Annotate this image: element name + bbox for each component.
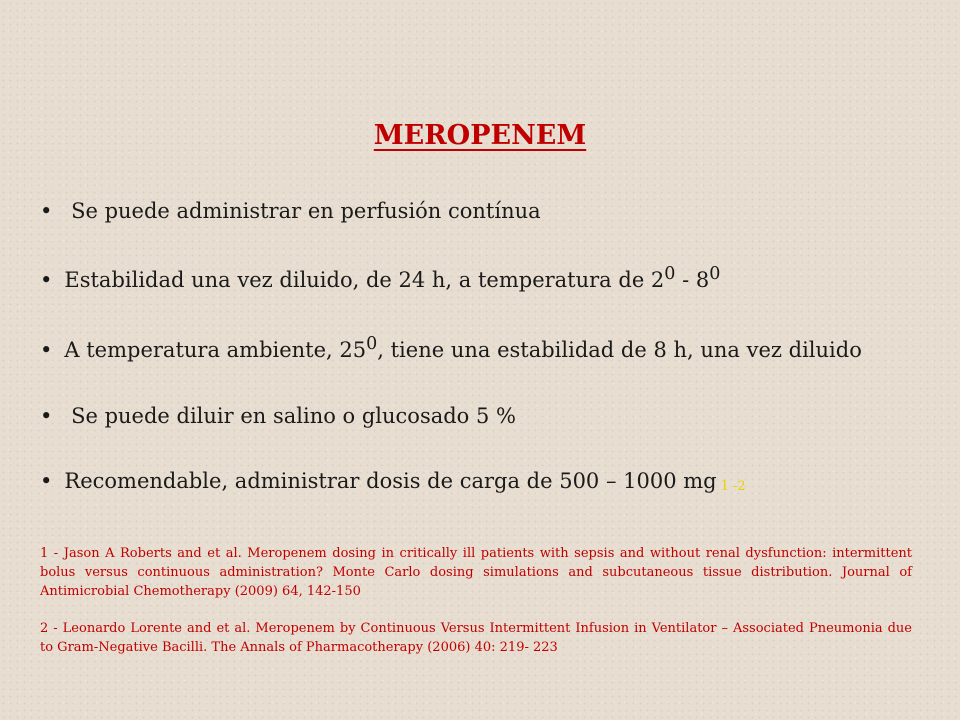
bullet-item (40, 401, 912, 431)
bullet-text: Recomendable, administrar dosis de carga de 500 – 1000 mg (64, 469, 717, 493)
bullet-text: , tiene una estabilidad de 8 h, una vez diluido (377, 338, 862, 362)
bullet-text: Se puede administrar en perfusión contínua (71, 199, 541, 223)
bullet-list (40, 196, 912, 538)
bullet-item (40, 329, 912, 365)
bullet-item (40, 259, 912, 295)
reference-marker: 1 -2 (720, 479, 746, 494)
slide-title (0, 120, 960, 151)
superscript: 0 (664, 264, 676, 284)
bullet-text: Estabilidad una vez diluido, de 24 h, a temperatura de 2 (64, 268, 665, 292)
references (40, 544, 912, 675)
bullet-item (40, 196, 912, 226)
bullet-text: Se puede diluir en salino o glucosado 5 % (71, 404, 516, 428)
bullet-item (40, 466, 912, 502)
slide-title-text: MEROPENEM (373, 120, 587, 151)
reference-item: 2 - Leonardo Lorente and et al. Meropenem by Continuous Versus Intermittent Infusion in Ventilator – Associated Pneumonia due to Gram-Negative Bacilli. The Annals of Pharmacotherapy (2006) 40: 219- 223 (40, 621, 912, 655)
reference-item: 1 - Jason A Roberts and et al. Meropenem dosing in critically ill patients with sepsis and without renal dysfunction: intermittent bolus versus continuous administration? Monte Carlo dosing simulations and subcutaneous tissue distribution. Journal of Antimicrobial Chemotherapy (2009) 64, 142-150 (40, 546, 912, 599)
superscript: 0 (366, 334, 378, 354)
superscript: 0 (709, 264, 721, 284)
bullet-text: A temperatura ambiente, 25 (64, 338, 367, 362)
bullet-text: - 8 (675, 268, 710, 292)
